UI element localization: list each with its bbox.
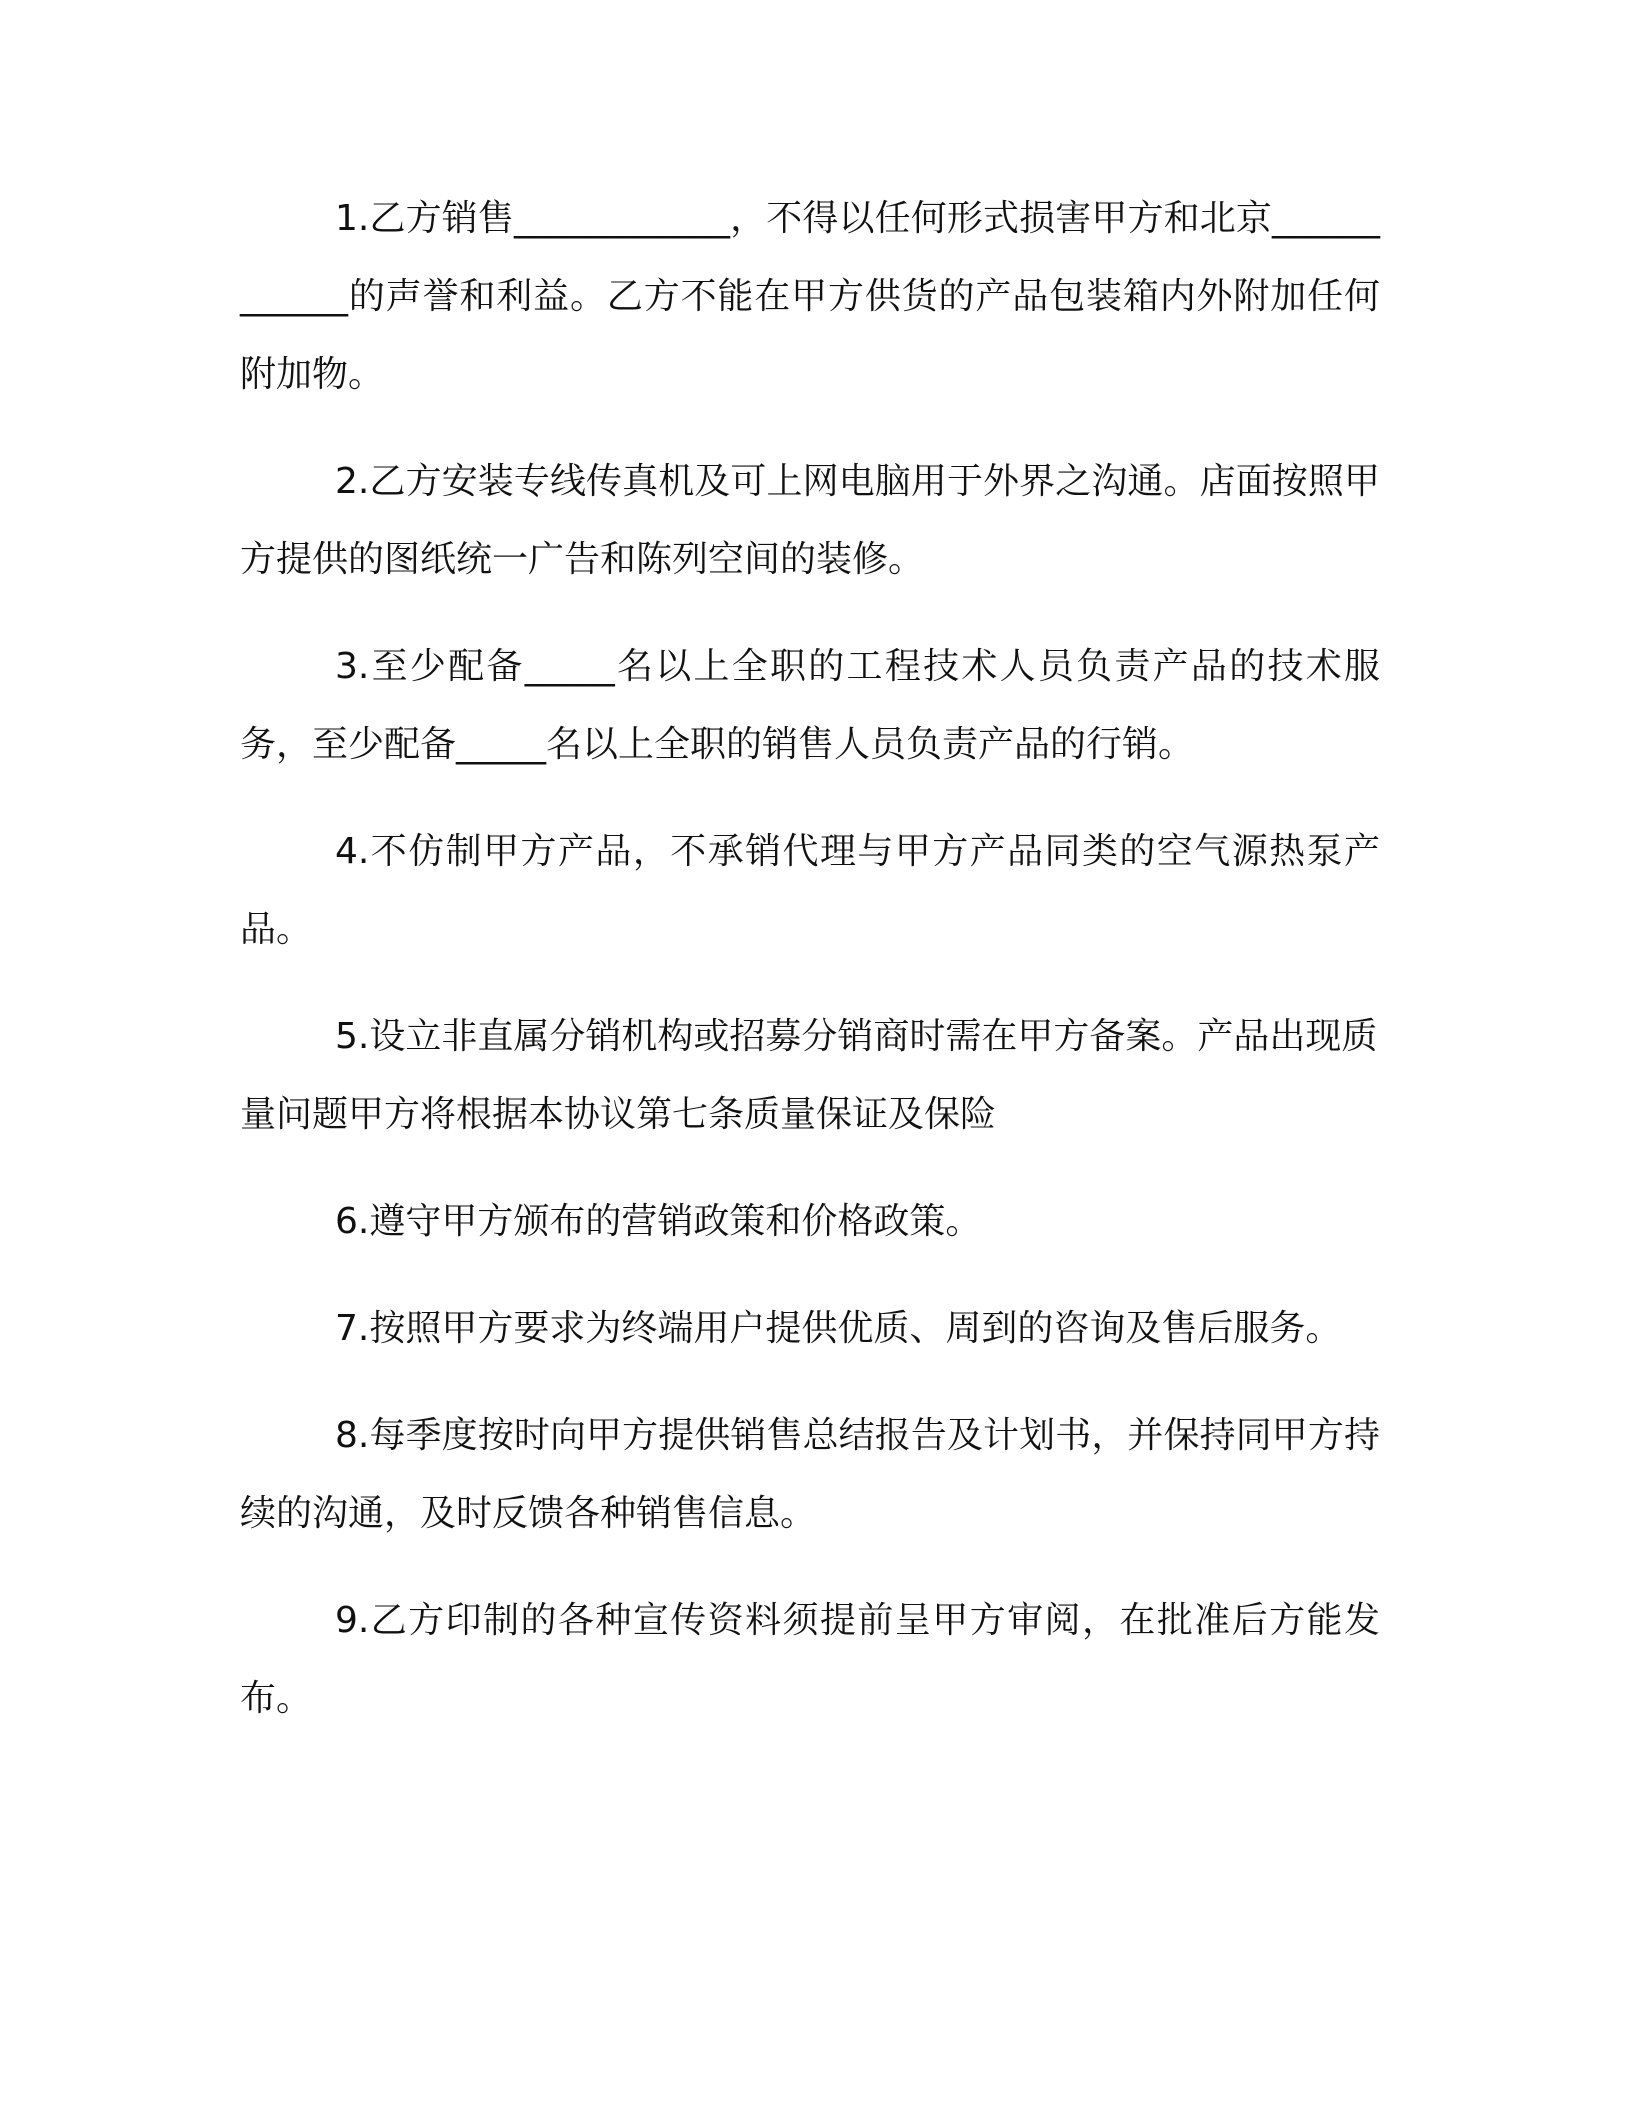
clause-4: 4.不仿制甲方产品，不承销代理与甲方产品同类的空气源热泵产品。 (240, 831, 1380, 950)
clause-6: 6.遵守甲方颁布的营销政策和价格政策。 (335, 1201, 982, 1242)
clause-8: 8.每季度按时向甲方提供销售总结报告及计划书，并保持同甲方持续的沟通，及时反馈各种销售信息。 (240, 1415, 1380, 1534)
clause-3: 3.至少配备_____名以上全职的工程技术人员负责产品的技术服务，至少配备_____名以上全职的销售人员负责产品的行销。 (240, 646, 1380, 765)
clause-7: 7.按照甲方要求为终端用户提供优质、周到的咨询及售后服务。 (335, 1308, 1342, 1349)
clause-1: 1.乙方销售____________，不得以任何形式损害甲方和北京____________的声誉和利益。乙方不能在甲方供货的产品包装箱内外附加任何附加物。 (240, 198, 1380, 395)
clause-9: 9.乙方印制的各种宣传资料须提前呈甲方审阅，在批准后方能发布。 (240, 1600, 1380, 1719)
clause-5: 5.设立非直属分销机构或招募分销商时需在甲方备案。产品出现质量问题甲方将根据本协议第七条质量保证及保险 (240, 1016, 1378, 1135)
clause-2: 2.乙方安装专线传真机及可上网电脑用于外界之沟通。店面按照甲方提供的图纸统一广告和陈列空间的装修。 (240, 461, 1380, 580)
document-page (240, 180, 1380, 1767)
